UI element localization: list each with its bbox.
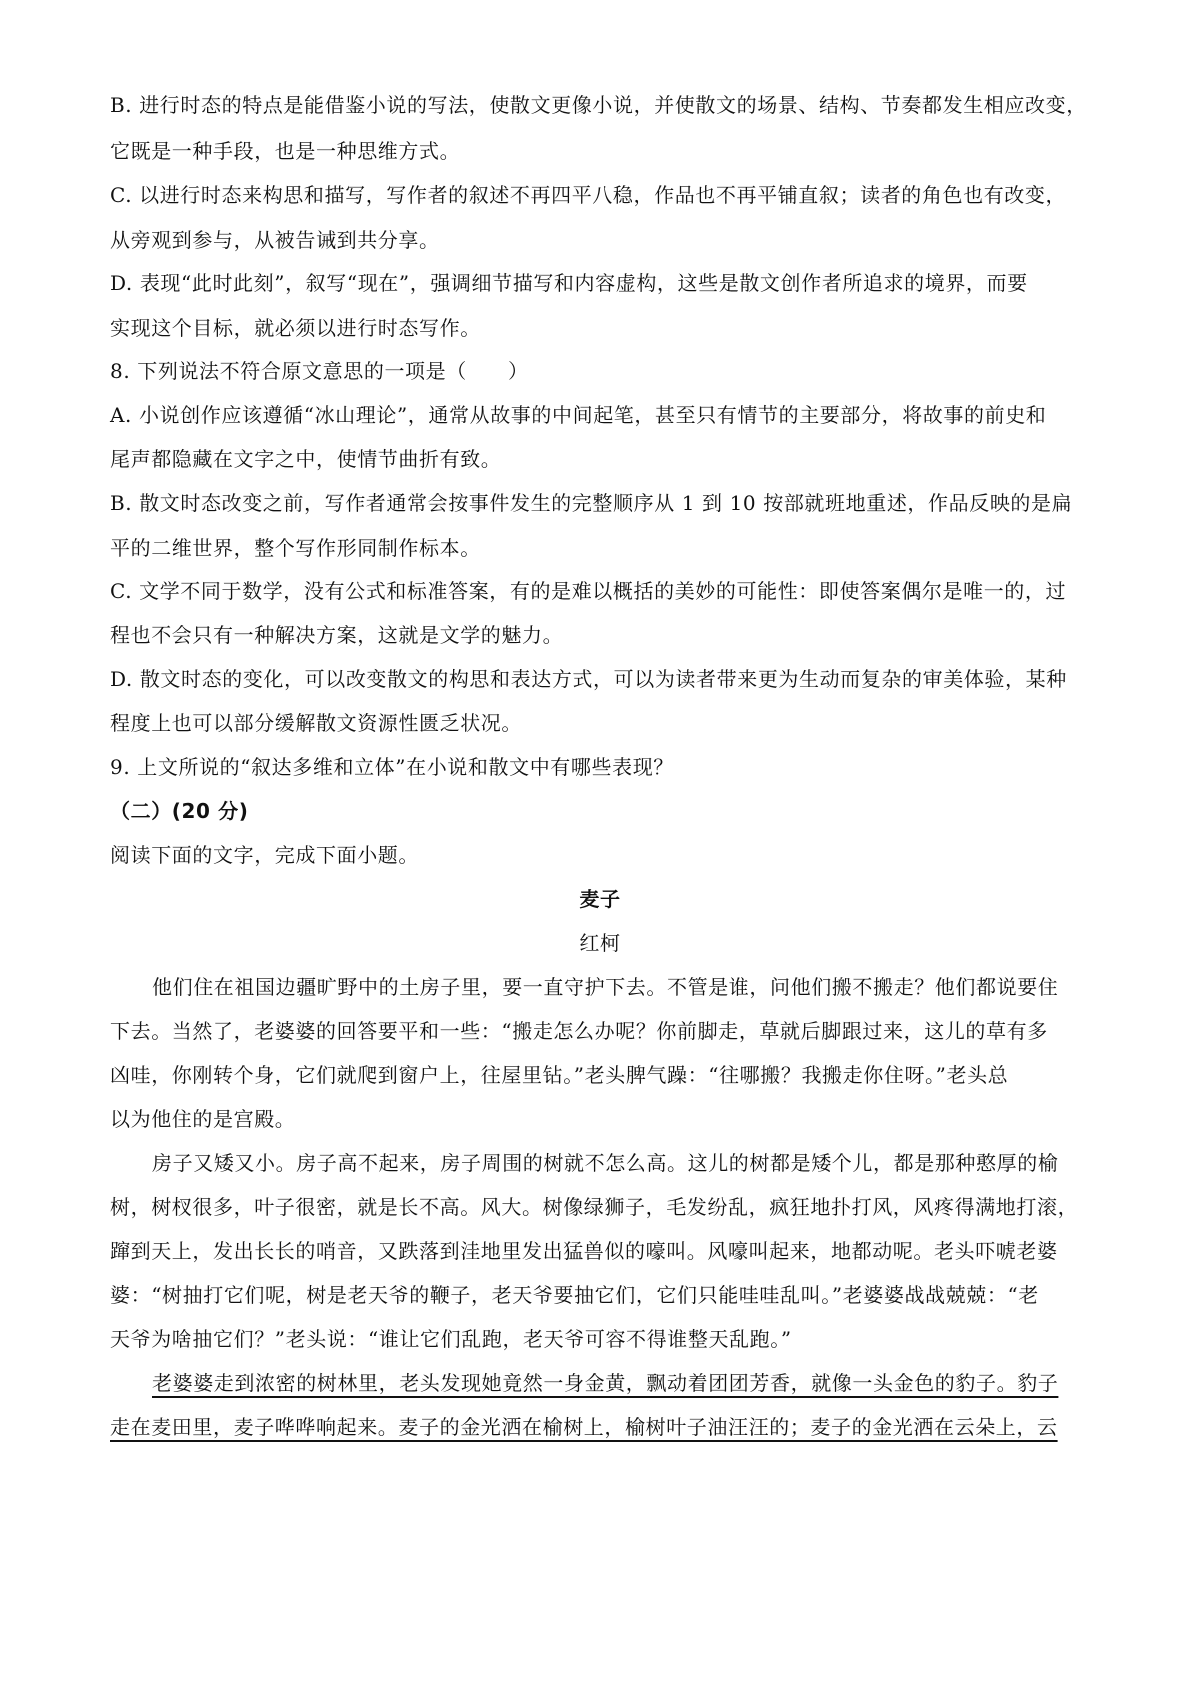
option-d-line-1: D. 表现“此时此刻”，叙写“现在”，强调细节描写和内容虚构，这些是散文创作者所追求的境界，而要 — [110, 271, 1028, 295]
paragraph-1-line-2: 下去。当然了，老婆婆的回答要平和一些：“搬走怎么办呢？你前脚走，草就后脚跟过来，这儿的草有多 — [110, 1019, 1048, 1043]
q8-option-b-line-2: 平的二维世界，整个写作形同制作标本。 — [110, 536, 481, 560]
paragraph-2-line-3: 蹿到天上，发出长长的哨音，又跌落到洼地里发出猛兽似的嚎叫。风嚎叫起来，地都动呢。老头吓唬老婆 — [110, 1239, 1058, 1263]
paragraph-1-line-3: 凶哇，你刚转个身，它们就爬到窗户上，往屋里钻。”老头脾气躁：“往哪搬？我搬走你住呀。”老头总 — [110, 1063, 1009, 1087]
paragraph-2-line-5: 天爷为啥抽它们？”老头说：“谁让它们乱跑，老天爷可容不得谁整天乱跑。” — [110, 1327, 792, 1351]
paragraph-2-line-2: 树，树杈很多，叶子很密，就是长不高。风大。树像绿狮子，毛发纷乱，疯狂地扑打风，风疼得满地打滚， — [110, 1195, 1079, 1219]
q8-option-a-line-1: A. 小说创作应该遵循“冰山理论”，通常从故事的中间起笔，甚至只有情节的主要部分，将故事的前史和 — [110, 403, 1047, 427]
q8-option-b-line-1: B. 散文时态改变之前，写作者通常会按事件发生的完整顺序从 1 到 10 按部就班地重述，作品反映的是扁 — [110, 491, 1073, 515]
paragraph-1-line-1: 他们住在祖国边疆旷野中的土房子里，要一直守护下去。不管是谁，问他们搬不搬走？他们都说要住 — [152, 975, 1059, 999]
option-c-line-1: C. 以进行时态来构思和描写，写作者的叙述不再四平八稳，作品也不再平铺直叙；读者的角色也有改变， — [110, 183, 1067, 207]
option-b-line-1: B. 进行时态的特点是能借鉴小说的写法，使散文更像小说，并使散文的场景、结构、节奏都发生相应改变， — [110, 93, 1087, 117]
reading-instruction: 阅读下面的文字，完成下面小题。 — [110, 843, 419, 867]
question-8: 8. 下列说法不符合原文意思的一项是（ ） — [110, 359, 529, 383]
story-title: 麦子 — [579, 887, 621, 911]
option-b-line-2: 它既是一种手段，也是一种思维方式。 — [110, 139, 461, 163]
paragraph-2-line-1: 房子又矮又小。房子高不起来，房子周围的树就不怎么高。这儿的树都是矮个儿，都是那种憨厚的榆 — [152, 1151, 1059, 1175]
q8-option-c-line-2: 程也不会只有一种解决方案，这就是文学的魅力。 — [110, 623, 564, 647]
option-c-line-2: 从旁观到参与，从被告诫到共分享。 — [110, 228, 440, 252]
story-author: 红柯 — [579, 931, 621, 955]
question-9: 9. 上文所说的“叙达多维和立体”在小说和散文中有哪些表现？ — [110, 755, 674, 779]
q8-option-a-line-2: 尾声都隐藏在文字之中，使情节曲折有致。 — [110, 447, 502, 471]
option-d-line-2: 实现这个目标，就必须以进行时态写作。 — [110, 316, 481, 340]
q8-option-d-line-1: D. 散文时态的变化，可以改变散文的构思和表达方式，可以为读者带来更为生动而复杂的审美体验，某种 — [110, 667, 1067, 691]
underlined-passage-line-2: 走在麦田里，麦子哗哗响起来。麦子的金光洒在榆树上，榆树叶子油汪汪的；麦子的金光洒在云朵上，云 — [110, 1415, 1058, 1439]
underlined-passage-line-1: 老婆婆走到浓密的树林里，老头发现她竟然一身金黄，飘动着团团芳香，就像一头金色的豹子。豹子 — [152, 1371, 1059, 1395]
q8-option-d-line-2: 程度上也可以部分缓解散文资源性匮乏状况。 — [110, 711, 522, 735]
section-heading: （二）(20 分) — [110, 799, 249, 823]
q8-option-c-line-1: C. 文学不同于数学，没有公式和标准答案，有的是难以概括的美妙的可能性：即使答案偶尔是唯一的，过 — [110, 579, 1067, 603]
paragraph-2-line-4: 婆：“树抽打它们呢，树是老天爷的鞭子，老天爷要抽它们，它们只能哇哇乱叫。”老婆婆战战兢兢：“老 — [110, 1283, 1039, 1307]
paragraph-1-line-4: 以为他住的是宫殿。 — [110, 1107, 296, 1131]
